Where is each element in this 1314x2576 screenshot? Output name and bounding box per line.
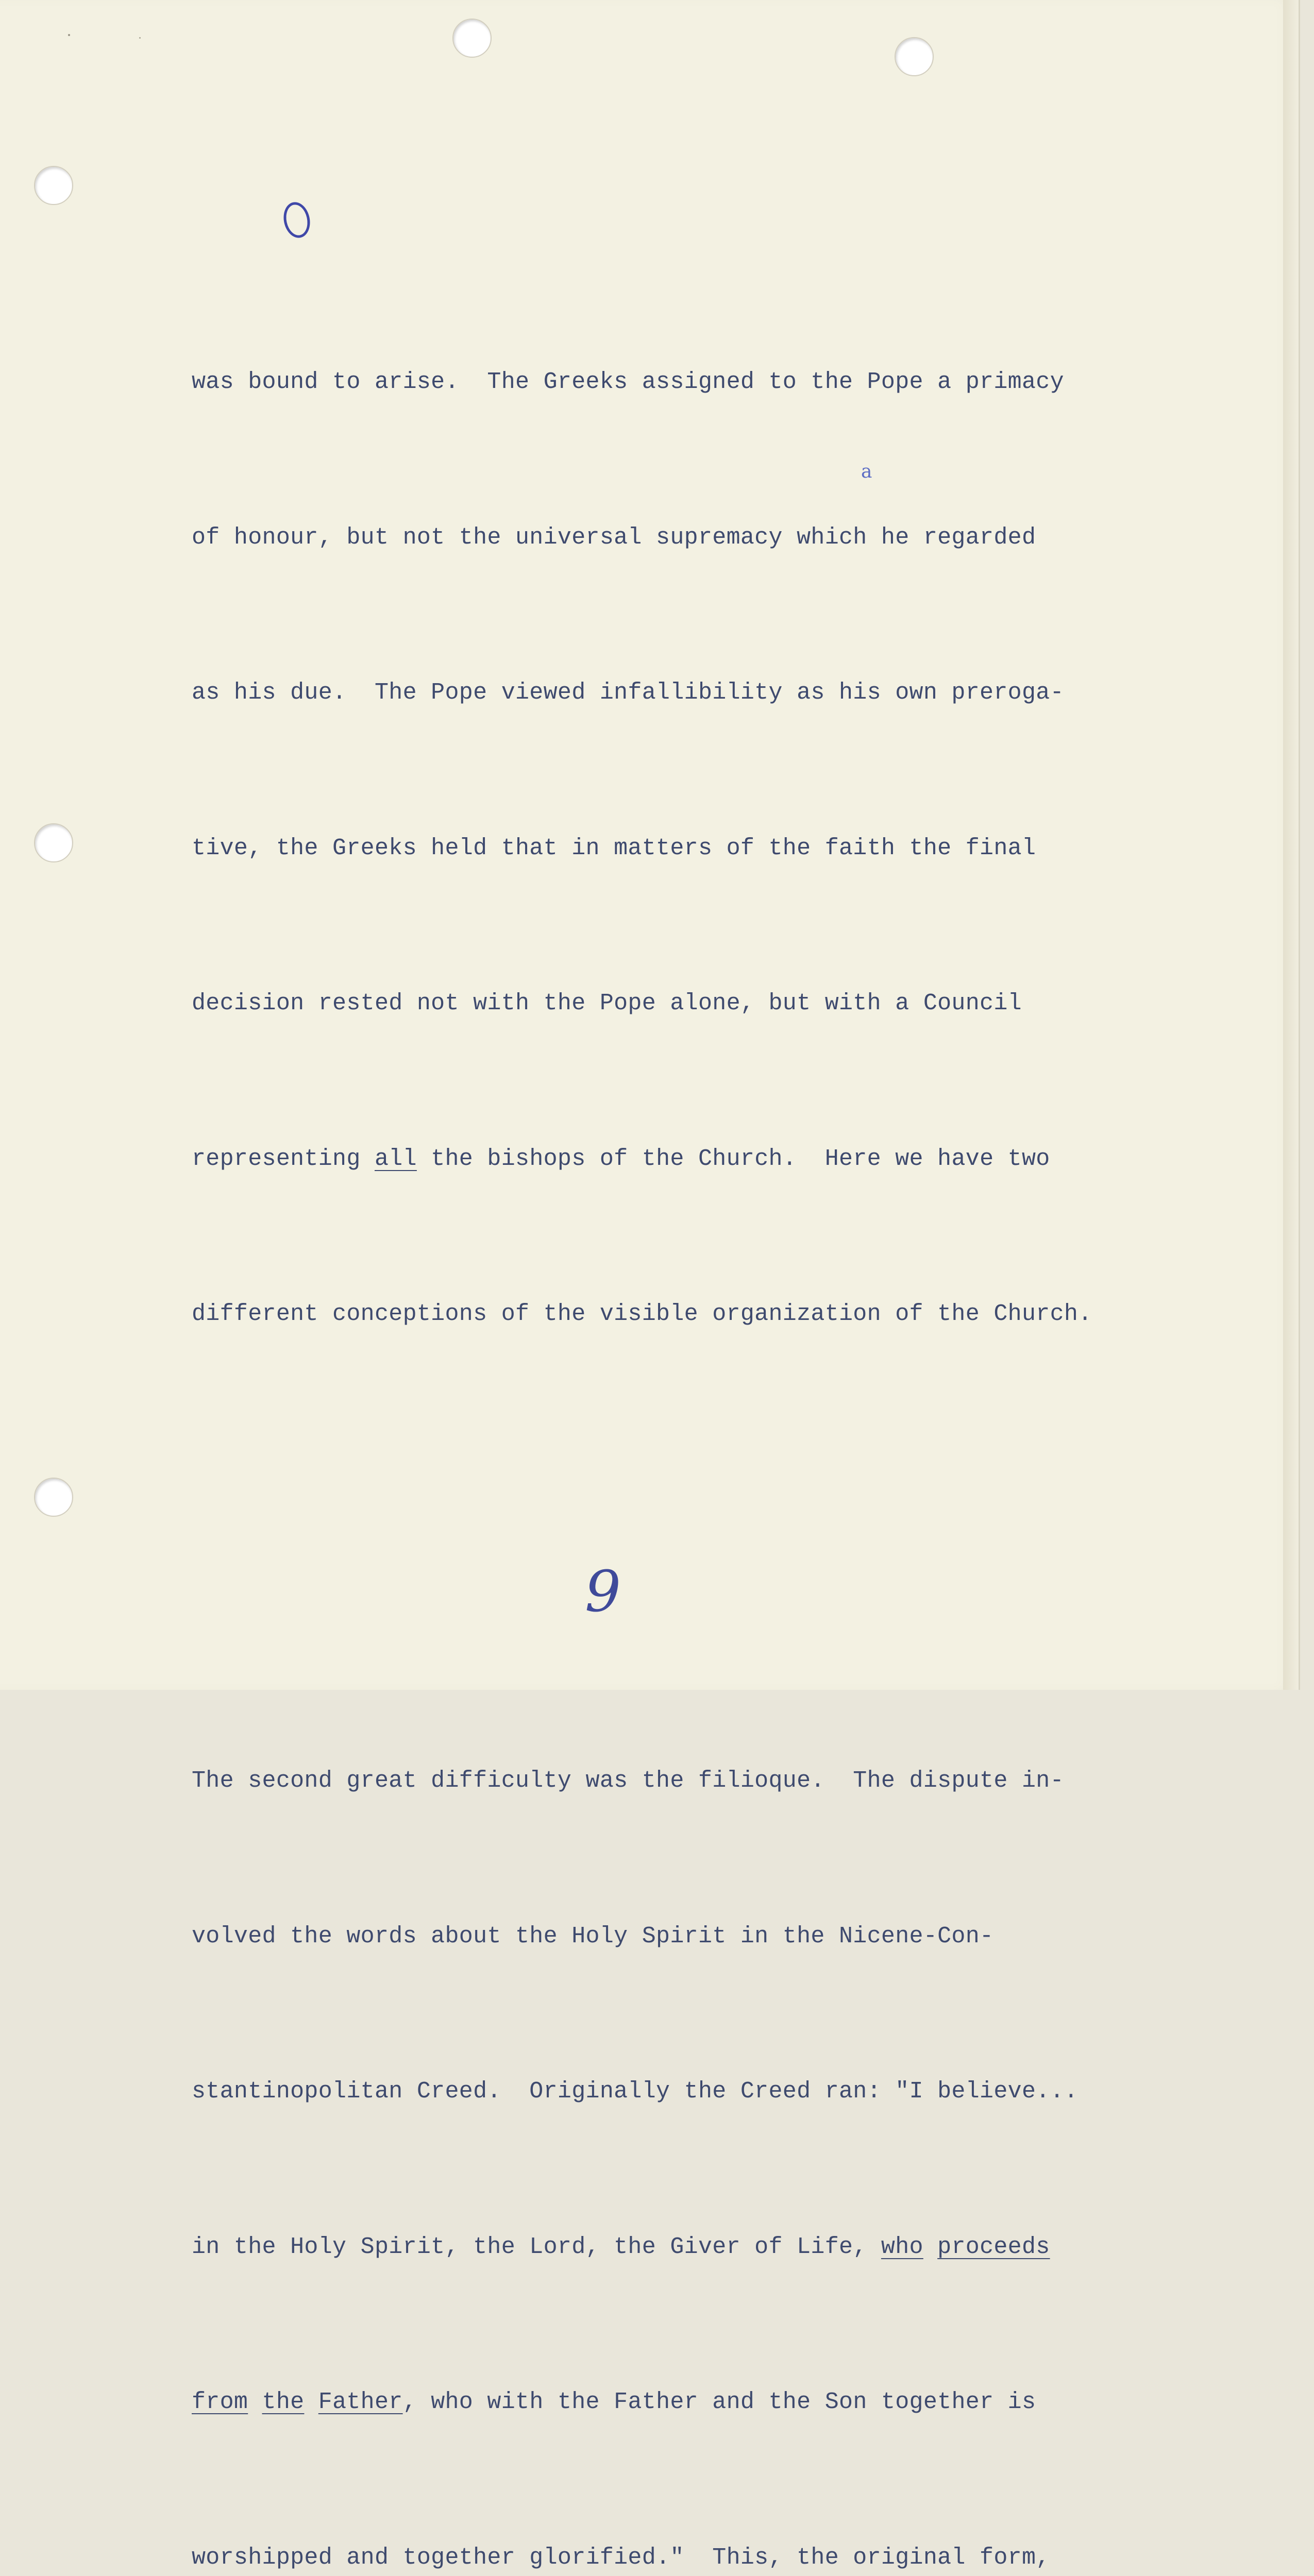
text-run: , who with the Father and the Son together is [403, 2389, 1036, 2415]
text-line: volved the words about the Holy Spirit in the Nicene-Con- [192, 1911, 1233, 1963]
text-line: as his due. The Pope viewed infallibility as his own preroga- [192, 667, 1233, 719]
paragraph-2 [192, 1652, 1233, 2576]
punch-hole [452, 19, 492, 58]
text-line: tive, the Greeks held that in matters of the faith the final [192, 823, 1233, 875]
punch-hole [34, 1478, 73, 1517]
text-run: representing [192, 1146, 375, 1172]
paragraph-1 [192, 253, 1233, 1444]
punch-hole [895, 37, 934, 76]
underlined-word: Father [318, 2389, 403, 2415]
text-line: decision rested not with the Pope alone, but with a Council [192, 978, 1233, 1030]
text-run: in the Holy Spirit, the Lord, the Giver of Life, [192, 2234, 881, 2260]
pen-correction-letter: a [861, 461, 872, 482]
underlined-word: who [881, 2234, 923, 2260]
underlined-word: proceeds [937, 2234, 1050, 2260]
text-line: of honour, but not the universal supremacy which he regarded [192, 512, 1233, 564]
text-line: different conceptions of the visible organization of the Church. [192, 1289, 1233, 1341]
text-line [192, 1133, 1233, 1185]
paper-speck [68, 34, 70, 36]
text-line: was bound to arise. The Greeks assigned to the Pope a primacy [192, 357, 1233, 409]
punch-hole [34, 166, 73, 205]
handwritten-page-number: 9 [585, 1558, 621, 1624]
underlined-word: from [192, 2389, 248, 2415]
typed-body-text [192, 149, 1233, 2576]
text-line [192, 2222, 1233, 2274]
underlined-word: the [262, 2389, 305, 2415]
paper-speck [139, 37, 141, 39]
page-edge [1283, 0, 1299, 1690]
text-line: stantinopolitan Creed. Originally the Creed ran: "I believe... [192, 2066, 1233, 2118]
text-line: worshipped and together glorified." This, the original form, [192, 2532, 1233, 2576]
text-line: The second great difficulty was the filioque. The dispute in- [192, 1755, 1233, 1807]
text-run: the bishops of the Church. Here we have two [417, 1146, 1050, 1172]
punch-hole [34, 823, 73, 862]
text-line [192, 2377, 1233, 2429]
underlined-word: all [375, 1146, 417, 1172]
